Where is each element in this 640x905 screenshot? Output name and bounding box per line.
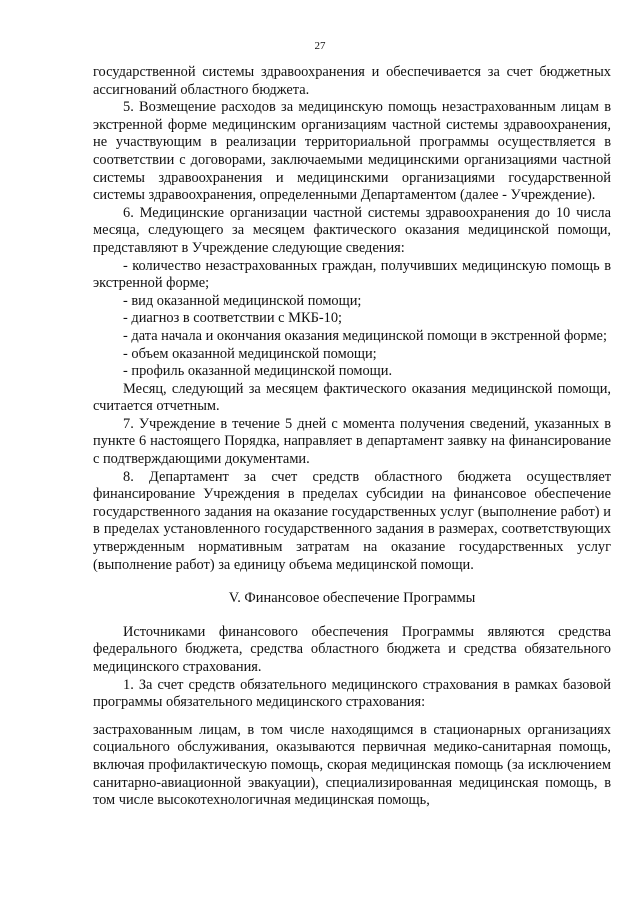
list-item: - профиль оказанной медицинской помощи.	[123, 363, 393, 380]
paragraph-section-item-1: 1. За счет средств обязательного медицинского страхования в рамках базовой программы обязательного медицинского страхования:	[93, 676, 611, 711]
paragraph-funding-sources: Источниками финансового обеспечения Программы являются средства федерального бюджета, средства областного бюджета и средства обязательного медицинского страхования.	[93, 623, 611, 675]
list-item: - объем оказанной медицинской помощи;	[123, 345, 377, 362]
paragraph-insured-persons: застрахованным лицам, в том числе находящимся в стационарных организациях социального обслуживания, оказываются первичная медико-санитарная помощь, включая профилактическую помощь, скорая медицинская помощь (за исключением санитарно-авиационной эвакуации), специализированная медицинская помощь, в том числе высокотехнологичная медицинская помощь,	[93, 721, 611, 809]
list-item: - дата начала и окончания оказания медицинской помощи в экстренной форме;	[123, 327, 607, 344]
paragraph-item-8: 8. Департамент за счет средств областного бюджета осуществляет финансирование Учреждения в пределах субсидии на финансовое обеспечение государственного задания на оказание государственных услуг (выполнение работ) и в пределах установленного государственного задания в размерах, соответствующих утвержденным нормативным затратам на оказание государственных услуг (выполнение работ) за единицу объема медицинской помощи.	[93, 468, 611, 573]
paragraph-continuation: государственной системы здравоохранения и обеспечивается за счет бюджетных ассигнований областного бюджета.	[93, 64, 611, 98]
list-item: - вид оказанной медицинской помощи;	[123, 292, 362, 309]
paragraph-item-5: 5. Возмещение расходов за медицинскую помощь незастрахованным лицам в экстренной форме медицинским организациям частной системы здравоохранения, не участвующим в реализации территориальной программы осуществляется в соответствии с договорами, заключаемыми медицинскими организациями частной системы здравоохранения и медицинскими организациями государственной системы здравоохранения, определенными Департаментом (далее - Учреждение).	[93, 99, 611, 204]
paragraph-item-6: 6. Медицинские организации частной системы здравоохранения до 10 числа месяца, следующего за месяцем фактического оказания медицинской помощи, представляют в Учреждение следующие сведения:	[93, 204, 611, 256]
page-number: 27	[314, 40, 326, 52]
list-item: - количество незастрахованных граждан, получивших медицинскую помощь в экстренной форме;	[93, 257, 611, 292]
section-heading: V. Финансовое обеспечение Программы	[228, 590, 476, 607]
paragraph-reporting-month: Месяц, следующий за месяцем фактического оказания медицинской помощи, считается отчетным.	[93, 380, 611, 415]
list-item: - диагноз в соответствии с МКБ-10;	[123, 310, 343, 327]
paragraph-item-7: 7. Учреждение в течение 5 дней с момента получения сведений, указанных в пункте 6 настоящего Порядка, направляет в департамент заявку на финансирование с подтверждающими документами.	[93, 415, 611, 468]
spacer	[93, 712, 611, 722]
document-body	[93, 64, 611, 810]
